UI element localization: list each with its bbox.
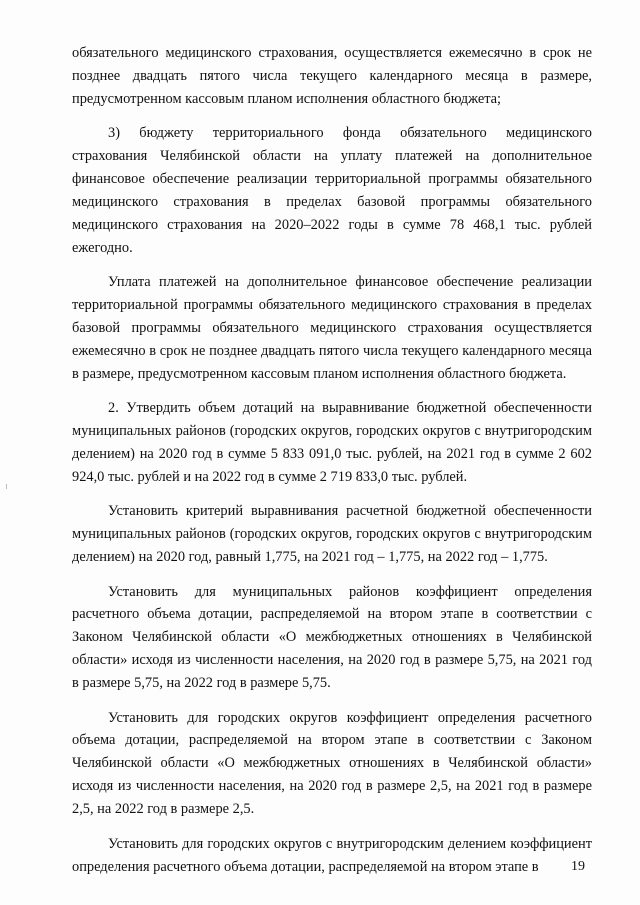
paragraph-municipal-districts-coefficient: Установить для муниципальных районов коэффициент определения расчетного объема дотации, распределяемой на втором этапе в соответствии с Законом Челябинской области «О межбюджетных отношениях в Челябинской области» исходя из численности населения, на 2020 год в размере 5,75, на 2021 год в размере 5,75, на 2022 год в размере 5,75. [72,583,592,692]
scan-artifact [6,484,7,489]
document-body [72,42,592,878]
paragraph-equalization-criterion: Установить критерий выравнивания расчетной бюджетной обеспеченности муниципальных районов (городских округов, городских округов с внутригородским делением) на 2020 год, равный 1,775, на 2021 год – 1,775, на 2022 год – 1,775. [72,503,592,566]
paragraph-city-districts-coefficient: Установить для городских округов коэффициент определения расчетного объема дотации, распределяемой на втором этапе в соответствии с Законом Челябинской области «О межбюджетных отношениях в Челябинской области» исходя из численности населения, на 2020 год в размере 2,5, на 2021 год в размере 2,5, на 2022 год в размере 2,5. [72,709,592,818]
paragraph-item-3: 3) бюджету территориального фонда обязательного медицинского страхования Челябинской области на уплату платежей на дополнительное финансовое обеспечение реализации территориальной программы обязательного медицинского страхования в пределах базовой программы обязательного медицинского страхования на 2020–2022 годы в сумме 78 468,1 тыс. рублей ежегодно. [72,125,592,256]
paragraph-item-2-subsidies: 2. Утвердить объем дотаций на выравнивание бюджетной обеспеченности муниципальных районов (городских округов, городских округов с внутригородским делением) на 2020 год в сумме 5 833 091,0 тыс. рублей, на 2021 год в сумме 2 602 924,0 тыс. рублей и на 2022 год в сумме 2 719 833,0 тыс. рублей. [72,400,592,485]
paragraph-payment-terms: Уплата платежей на дополнительное финансовое обеспечение реализации территориальной программы обязательного медицинского страхования в пределах базовой программы обязательного медицинского страхования осуществляется ежемесячно в срок не позднее двадцать пятого числа текущего календарного месяца в размере, предусмотренном кассовым планом исполнения областного бюджета. [72,274,592,382]
paragraph-intracity-districts-coefficient: Установить для городских округов с внутригородским делением коэффициент определения расчетного объема дотации, распределяемой на втором этапе в [72,835,592,875]
paragraph-continuation: обязательного медицинского страхования, осуществляется ежемесячно в срок не позднее двадцать пятого числа текущего календарного месяца в размере, предусмотренном кассовым планом исполнения областного бюджета; [72,45,592,107]
page-number: 19 [571,859,585,874]
